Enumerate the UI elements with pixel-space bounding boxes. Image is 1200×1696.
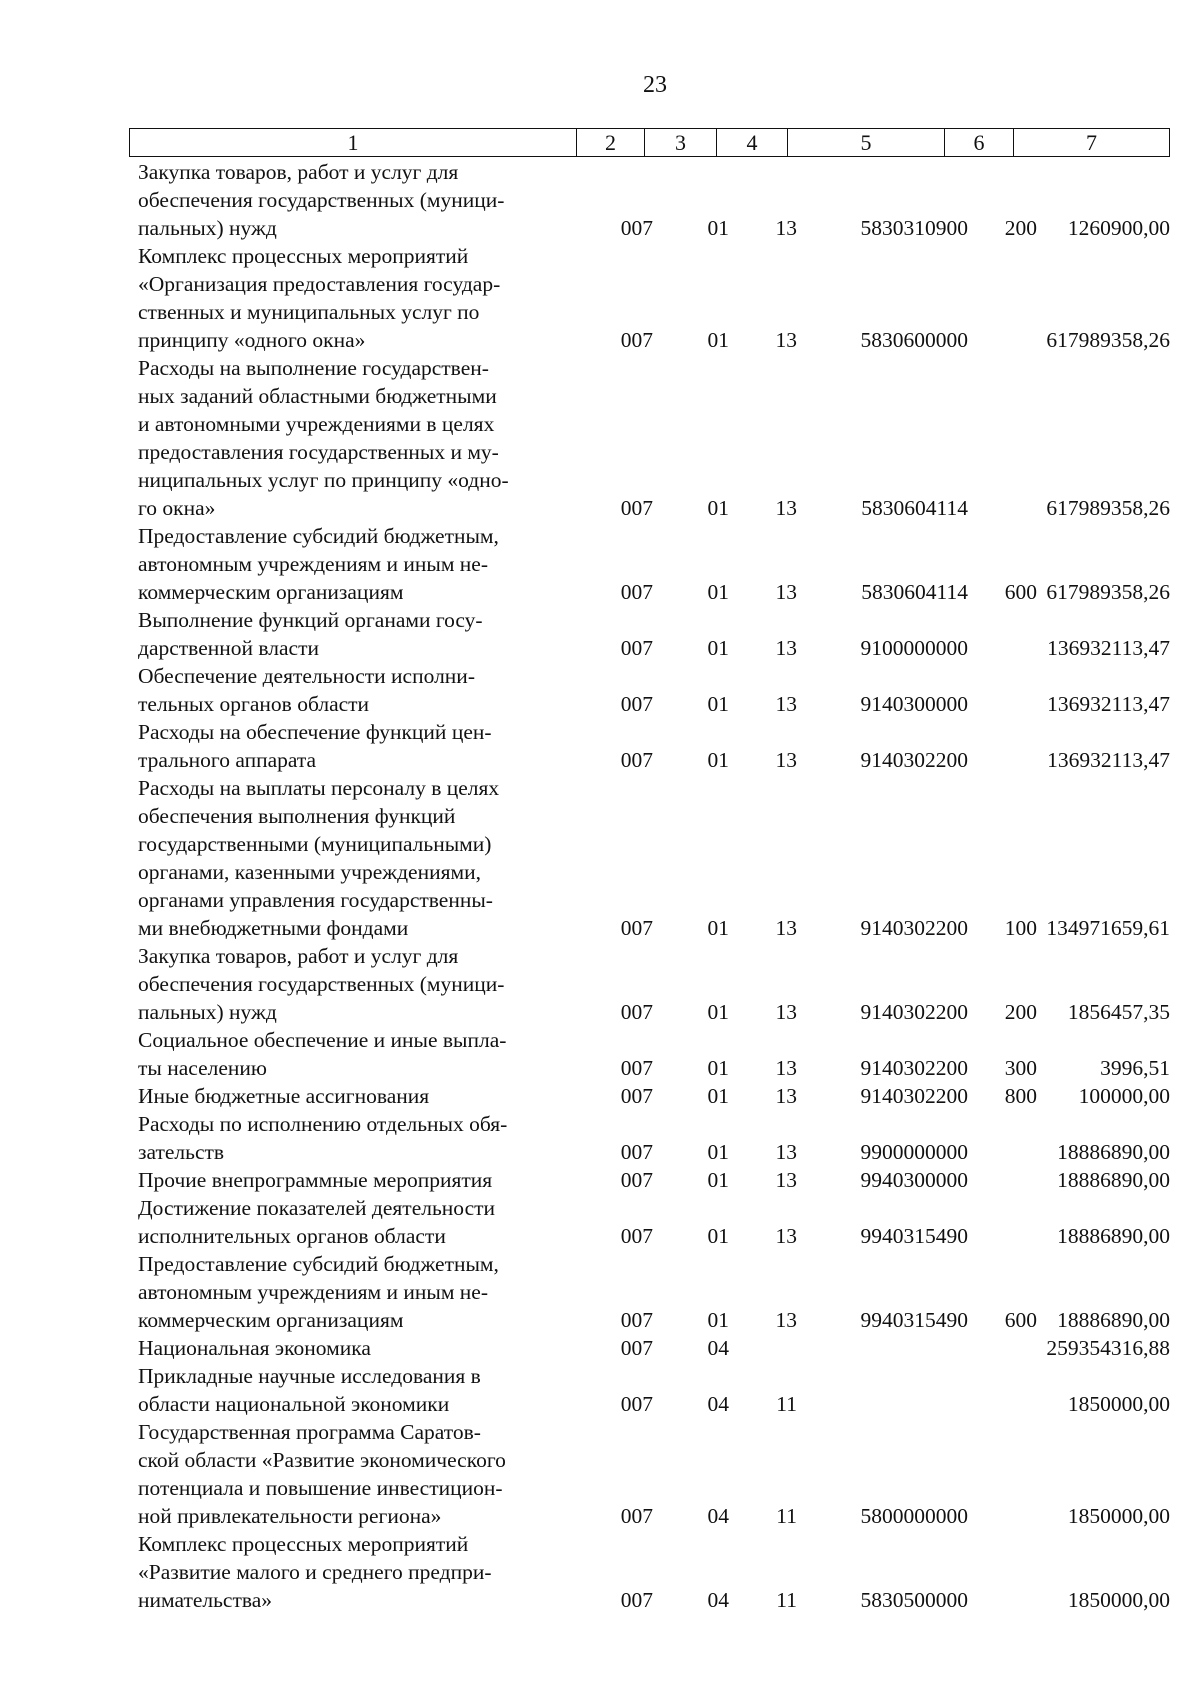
table-row (138, 354, 1170, 522)
chapter-code: 007 (620, 1056, 653, 1080)
amount: 3996,51 (1100, 1056, 1170, 1080)
description-line: ниципальных услуг по принципу «одно- (138, 468, 509, 492)
subsection-code: 13 (775, 916, 797, 940)
chapter-code: 007 (620, 748, 653, 772)
subsection-code: 13 (775, 748, 797, 772)
amount: 100000,00 (1078, 1084, 1170, 1108)
description-line: Предоставление субсидий бюджетным, (138, 1252, 499, 1276)
table-row (138, 158, 1170, 242)
expense-type-code: 200 (1004, 1000, 1037, 1024)
description-line: принципу «одного окна» (138, 328, 366, 352)
description-line: Расходы на выплаты персоналу в целях (138, 776, 500, 800)
section-code: 04 (707, 1392, 729, 1416)
subsection-code: 11 (776, 1588, 797, 1612)
target-article-code: 5830500000 (860, 1588, 968, 1612)
section-code: 01 (707, 328, 729, 352)
table-row (138, 942, 1170, 1026)
expense-type-code: 100 (1004, 916, 1037, 940)
target-article-code: 9140302200 (860, 1084, 968, 1108)
description-line: Прочие внепрограммные мероприятия (138, 1168, 493, 1192)
section-code: 01 (707, 692, 729, 716)
description-line: Расходы на обеспечение функций цен- (138, 720, 492, 744)
amount: 18886890,00 (1057, 1308, 1170, 1332)
subsection-code: 13 (775, 1140, 797, 1164)
row-description (138, 774, 562, 942)
description-line: зательств (138, 1140, 225, 1164)
chapter-code: 007 (620, 1392, 653, 1416)
subsection-code: 13 (775, 692, 797, 716)
amount: 18886890,00 (1057, 1224, 1170, 1248)
subsection-code: 13 (775, 1224, 797, 1248)
section-code: 01 (707, 216, 729, 240)
row-description (138, 1082, 562, 1110)
amount: 134971659,61 (1046, 916, 1170, 940)
header-col-3: 3 (645, 129, 717, 156)
description-line: области национальной экономики (138, 1392, 450, 1416)
header-col-2: 2 (577, 129, 645, 156)
subsection-code: 13 (775, 1056, 797, 1080)
description-line: исполнительных органов области (138, 1224, 446, 1248)
table-body (138, 158, 1170, 1614)
amount: 617989358,26 (1046, 328, 1170, 352)
description-line: Закупка товаров, работ и услуг для (138, 944, 459, 968)
description-line: Предоставление субсидий бюджетным, (138, 524, 499, 548)
description-line: Комплекс процессных мероприятий (138, 244, 469, 268)
amount: 136932113,47 (1047, 636, 1170, 660)
section-code: 01 (707, 636, 729, 660)
row-description (138, 1194, 562, 1250)
chapter-code: 007 (620, 328, 653, 352)
description-line: обеспечения государственных (муници- (138, 188, 505, 212)
subsection-code: 13 (775, 1000, 797, 1024)
chapter-code: 007 (620, 580, 653, 604)
description-line: потенциала и повышение инвестицион- (138, 1476, 503, 1500)
subsection-code: 13 (775, 636, 797, 660)
expense-type-code: 200 (1004, 216, 1037, 240)
description-line: Комплекс процессных мероприятий (138, 1532, 469, 1556)
description-line: Национальная экономика (138, 1336, 371, 1360)
chapter-code: 007 (620, 1308, 653, 1332)
row-description (138, 158, 562, 242)
description-line: «Организация предоставления государ- (138, 272, 501, 296)
table-row (138, 662, 1170, 718)
subsection-code: 13 (775, 1308, 797, 1332)
table-row (138, 522, 1170, 606)
target-article-code: 9140302200 (860, 1000, 968, 1024)
description-line: автономным учреждениям и иным не- (138, 552, 489, 576)
description-line: государственными (муниципальными) (138, 832, 492, 856)
section-code: 01 (707, 580, 729, 604)
subsection-code: 11 (776, 1392, 797, 1416)
section-code: 01 (707, 1308, 729, 1332)
row-description (138, 1026, 562, 1082)
description-line: дарственной власти (138, 636, 319, 660)
description-line: Закупка товаров, работ и услуг для (138, 160, 459, 184)
description-line: автономным учреждениям и иным не- (138, 1280, 489, 1304)
row-description (138, 1362, 562, 1418)
description-line: органами, казенными учреждениями, (138, 860, 481, 884)
description-line: пальных) нужд (138, 216, 277, 240)
section-code: 04 (707, 1336, 729, 1360)
description-line: ственных и муниципальных услуг по (138, 300, 480, 324)
page-number: 23 (643, 72, 667, 98)
chapter-code: 007 (620, 636, 653, 660)
section-code: 01 (707, 916, 729, 940)
chapter-code: 007 (620, 1504, 653, 1528)
chapter-code: 007 (620, 692, 653, 716)
target-article-code: 5800000000 (860, 1504, 968, 1528)
table-row (138, 1334, 1170, 1362)
table-header (129, 128, 1170, 157)
subsection-code: 13 (775, 580, 797, 604)
target-article-code: 9900000000 (860, 1140, 968, 1164)
amount: 18886890,00 (1057, 1140, 1170, 1164)
target-article-code: 5830604114 (861, 496, 968, 520)
table-row (138, 606, 1170, 662)
section-code: 01 (707, 1084, 729, 1108)
amount: 18886890,00 (1057, 1168, 1170, 1192)
target-article-code: 5830604114 (861, 580, 968, 604)
header-col-7: 7 (1086, 130, 1097, 155)
description-line: трального аппарата (138, 748, 317, 772)
description-line: Прикладные научные исследования в (138, 1364, 481, 1388)
description-line: ной привлекательности региона» (138, 1504, 442, 1528)
description-line: и автономными учреждениями в целях (138, 412, 495, 436)
description-line: ных заданий областными бюджетными (138, 384, 497, 408)
expense-type-code: 300 (1004, 1056, 1037, 1080)
description-line: «Развитие малого и среднего предпри- (138, 1560, 492, 1584)
description-line: нимательства» (138, 1588, 273, 1612)
row-description (138, 1418, 562, 1530)
expense-type-code: 600 (1004, 1308, 1037, 1332)
chapter-code: 007 (620, 916, 653, 940)
description-line: Иные бюджетные ассигнования (138, 1084, 430, 1108)
chapter-code: 007 (620, 1000, 653, 1024)
header-col-1: 1 (130, 129, 577, 156)
description-line: Расходы на выполнение государствен- (138, 356, 489, 380)
expense-type-code: 800 (1004, 1084, 1037, 1108)
description-line: обеспечения государственных (муници- (138, 972, 505, 996)
description-line: обеспечения выполнения функций (138, 804, 456, 828)
subsection-code: 13 (775, 496, 797, 520)
target-article-code: 9140302200 (860, 916, 968, 940)
description-line: коммерческим организациям (138, 580, 404, 604)
description-line: ты населению (138, 1056, 267, 1080)
subsection-code: 13 (775, 1084, 797, 1108)
amount: 617989358,26 (1046, 580, 1170, 604)
table-row (138, 1362, 1170, 1418)
chapter-code: 007 (620, 1140, 653, 1164)
row-description (138, 1530, 562, 1614)
target-article-code: 5830310900 (860, 216, 968, 240)
row-description (138, 942, 562, 1026)
subsection-code: 13 (775, 328, 797, 352)
target-article-code: 9100000000 (860, 636, 968, 660)
table-row (138, 1418, 1170, 1530)
chapter-code: 007 (620, 1336, 653, 1360)
chapter-code: 007 (620, 1588, 653, 1612)
chapter-code: 007 (620, 1084, 653, 1108)
table-row (138, 242, 1170, 354)
table-row (138, 774, 1170, 942)
table-row (138, 1110, 1170, 1166)
description-line: предоставления государственных и му- (138, 440, 499, 464)
amount: 136932113,47 (1047, 692, 1170, 716)
table-row (138, 1166, 1170, 1194)
section-code: 01 (707, 1224, 729, 1248)
target-article-code: 9940300000 (860, 1168, 968, 1192)
amount: 1856457,35 (1067, 1000, 1170, 1024)
description-line: Расходы по исполнению отдельных обя- (138, 1112, 508, 1136)
description-line: го окна» (138, 496, 216, 520)
row-description (138, 242, 562, 354)
description-line: ми внебюджетными фондами (138, 916, 409, 940)
chapter-code: 007 (620, 216, 653, 240)
description-line: тельных органов области (138, 692, 370, 716)
header-col-6: 6 (945, 129, 1014, 156)
description-line: Достижение показателей деятельности (138, 1196, 496, 1220)
section-code: 01 (707, 1000, 729, 1024)
table-row (138, 1026, 1170, 1082)
row-description (138, 1110, 562, 1166)
row-description (138, 354, 562, 522)
table-row (138, 1194, 1170, 1250)
table-row (138, 1250, 1170, 1334)
section-code: 01 (707, 496, 729, 520)
chapter-code: 007 (620, 496, 653, 520)
description-line: органами управления государственны- (138, 888, 493, 912)
row-description (138, 522, 562, 606)
description-line: ской области «Развитие экономического (138, 1448, 506, 1472)
chapter-code: 007 (620, 1168, 653, 1192)
amount: 1850000,00 (1067, 1588, 1170, 1612)
row-description (138, 1166, 562, 1194)
expense-type-code: 600 (1004, 580, 1037, 604)
table-row (138, 1530, 1170, 1614)
header-col-5: 5 (788, 129, 945, 156)
amount: 1850000,00 (1067, 1392, 1170, 1416)
target-article-code: 5830600000 (860, 328, 968, 352)
subsection-code: 13 (775, 1168, 797, 1192)
chapter-code: 007 (620, 1224, 653, 1248)
description-line: Выполнение функций органами госу- (138, 608, 483, 632)
row-description (138, 606, 562, 662)
section-code: 01 (707, 748, 729, 772)
amount: 1260900,00 (1067, 216, 1170, 240)
section-code: 04 (707, 1504, 729, 1528)
table-row (138, 1082, 1170, 1110)
target-article-code: 9140302200 (860, 1056, 968, 1080)
subsection-code: 11 (776, 1504, 797, 1528)
subsection-code: 13 (775, 216, 797, 240)
section-code: 01 (707, 1140, 729, 1164)
target-article-code: 9140300000 (860, 692, 968, 716)
description-line: Социальное обеспечение и иные выпла- (138, 1028, 507, 1052)
table-row (138, 718, 1170, 774)
target-article-code: 9940315490 (860, 1308, 968, 1332)
row-description (138, 1334, 562, 1362)
amount: 1850000,00 (1067, 1504, 1170, 1528)
header-col-4: 4 (717, 129, 788, 156)
description-line: Государственная программа Саратов- (138, 1420, 481, 1444)
section-code: 04 (707, 1588, 729, 1612)
row-description (138, 1250, 562, 1334)
description-line: Обеспечение деятельности исполни- (138, 664, 475, 688)
amount: 136932113,47 (1047, 748, 1170, 772)
section-code: 01 (707, 1056, 729, 1080)
amount: 617989358,26 (1046, 496, 1170, 520)
row-description (138, 662, 562, 718)
target-article-code: 9940315490 (860, 1224, 968, 1248)
section-code: 01 (707, 1168, 729, 1192)
row-description (138, 718, 562, 774)
amount: 259354316,88 (1046, 1336, 1170, 1360)
description-line: пальных) нужд (138, 1000, 277, 1024)
description-line: коммерческим организациям (138, 1308, 404, 1332)
target-article-code: 9140302200 (860, 748, 968, 772)
